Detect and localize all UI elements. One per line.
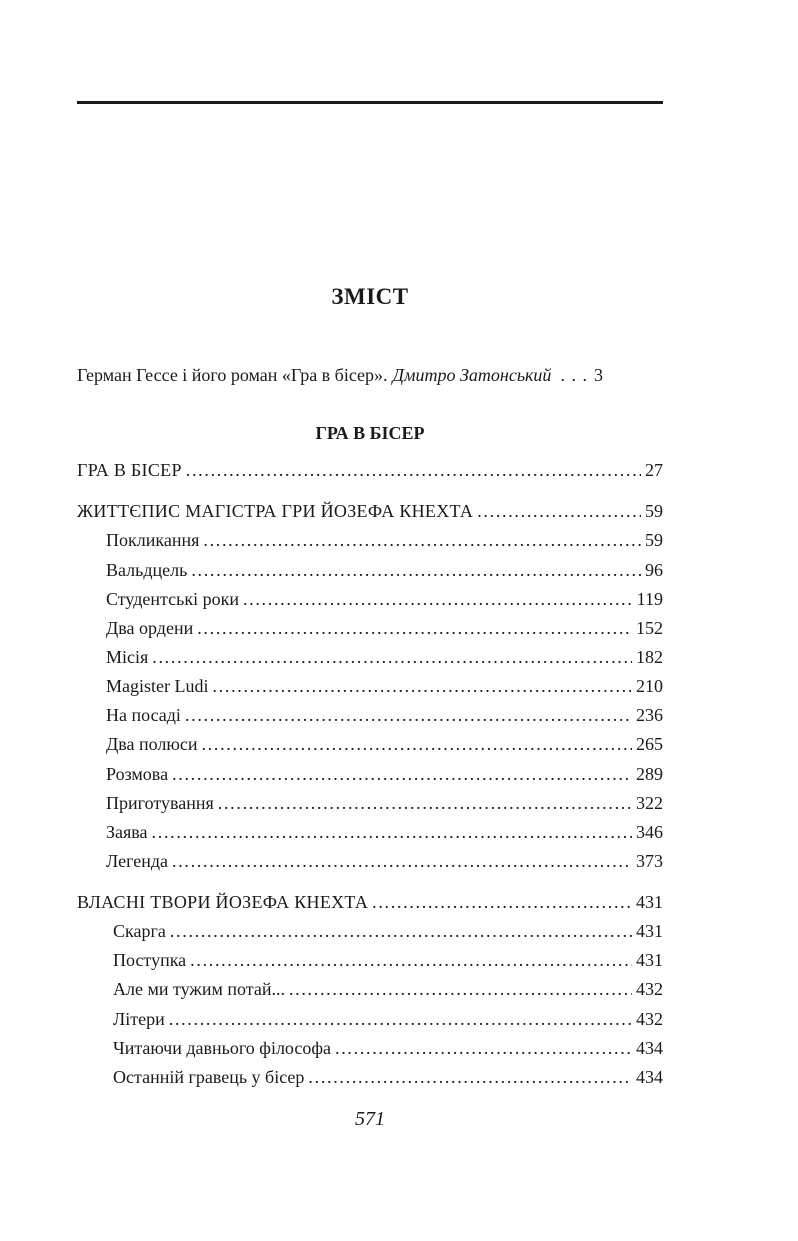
intro-page-number: 3: [593, 365, 603, 385]
toc-entry[interactable]: [77, 734, 663, 760]
toc-entry[interactable]: [77, 589, 663, 615]
toc-dot-leader: [203, 530, 641, 551]
toc-entry[interactable]: [77, 647, 663, 673]
top-rule: [77, 101, 663, 104]
toc-entry-page: 96: [645, 560, 663, 580]
toc-dot-leader: [190, 950, 632, 971]
toc-entry-title: Заява: [106, 822, 148, 842]
toc-entry-page: 210: [636, 676, 663, 696]
toc-entry[interactable]: [77, 822, 663, 848]
toc-entry-title: ЖИТТЄПИС МАГІСТРА ГРИ ЙОЗЕФА КНЕХТА: [77, 501, 474, 521]
toc-dot-leader: [152, 822, 632, 843]
intro-entry[interactable]: [77, 365, 663, 386]
toc-dot-leader: [172, 764, 632, 785]
toc-entry-page: 434: [636, 1067, 663, 1087]
toc-entry[interactable]: [77, 705, 663, 731]
toc-entry-page: 236: [636, 705, 663, 725]
toc-entry-page: 265: [636, 734, 663, 754]
toc-entry[interactable]: [77, 921, 663, 947]
toc-entry[interactable]: [77, 793, 663, 819]
toc-entry-title: Два ордени: [106, 618, 194, 638]
toc-dot-leader: [201, 734, 632, 755]
toc-entry-page: 431: [636, 950, 663, 970]
intro-title: Герман Гессе і його роман «Гра в бісер».: [77, 365, 388, 385]
toc-entry[interactable]: [77, 1009, 663, 1035]
toc-entry-page: 431: [636, 921, 663, 941]
toc-entry-title: Приготування: [106, 793, 214, 813]
toc-entry-title: Читаючи давнього філософа: [113, 1038, 332, 1058]
toc-entry-title: Студентські роки: [106, 589, 239, 609]
toc-dot-leader: [197, 618, 632, 639]
toc-entry-page: 346: [636, 822, 663, 842]
toc-entry-page: 322: [636, 793, 663, 813]
toc-dot-leader: [170, 921, 632, 942]
toc-entry[interactable]: [77, 1067, 663, 1093]
toc-entry-title: Скарга: [113, 921, 166, 941]
toc-entry-page: 373: [636, 851, 663, 871]
toc-dot-leader: [335, 1038, 632, 1059]
toc-entry-page: 27: [645, 460, 663, 480]
toc-entry[interactable]: [77, 950, 663, 976]
toc-entry-page: 152: [636, 618, 663, 638]
toc-entry[interactable]: [77, 560, 663, 586]
toc-entry-page: 289: [636, 764, 663, 784]
part-heading: ГРА В БІСЕР: [315, 423, 425, 443]
toc-dot-leader: [308, 1067, 632, 1088]
toc-dot-leader: [243, 589, 633, 610]
toc-dot-leader: [191, 560, 641, 581]
toc-entry-title: Місія: [106, 647, 149, 667]
toc-entry-title: ВЛАСНІ ТВОРИ ЙОЗЕФА КНЕХТА: [77, 892, 369, 912]
toc-entry-page: 432: [636, 1009, 663, 1029]
toc-entry-title: Легенда: [106, 851, 168, 871]
toc-entry-page: 182: [636, 647, 663, 667]
toc-entry-title: На посаді: [106, 705, 181, 725]
toc-dot-leader: [372, 892, 632, 913]
toc-entry[interactable]: [77, 1038, 663, 1064]
toc-entry-title: Поступка: [113, 950, 187, 970]
toc-entry-page: 431: [636, 892, 663, 912]
toc-entry[interactable]: [77, 764, 663, 790]
toc-entry-title: Але ми тужим потай...: [113, 979, 285, 999]
toc-entry-title: Літери: [113, 1009, 165, 1029]
toc-entry[interactable]: [77, 530, 663, 556]
toc-entry-title: Останній гравець у бісер: [113, 1067, 305, 1087]
toc-entry-title: Розмова: [106, 764, 169, 784]
toc-entry-title: Покликання: [106, 530, 200, 550]
toc-entry-page: 59: [645, 530, 663, 550]
toc-dot-leader: [218, 793, 632, 814]
toc-entry-page: 434: [636, 1038, 663, 1058]
page-title: ЗМІСТ: [331, 284, 409, 309]
toc-dot-leader: [152, 647, 632, 668]
toc-entry-page: 59: [645, 501, 663, 521]
toc-dot-leader: [172, 851, 632, 872]
page-number: 571: [355, 1108, 385, 1130]
toc-dot-leader: [477, 501, 641, 522]
toc-entry-page: 432: [636, 979, 663, 999]
toc-entry[interactable]: [77, 501, 663, 527]
toc-entry[interactable]: [77, 851, 663, 877]
toc-entry[interactable]: [77, 979, 663, 1005]
toc-dot-leader: [289, 979, 632, 1000]
toc-dot-leader: [212, 676, 632, 697]
toc-entry-title: ГРА В БІСЕР: [77, 460, 182, 480]
toc-dot-leader: [185, 705, 632, 726]
toc-entry[interactable]: [77, 618, 663, 644]
toc-entry[interactable]: [77, 676, 663, 702]
intro-author: Дмитро Затонський: [392, 365, 552, 385]
toc-dot-leader: [186, 460, 641, 481]
toc-entry[interactable]: [77, 460, 663, 486]
toc-entry-title: Magister Ludi: [106, 676, 209, 696]
intro-leader: . . .: [560, 365, 588, 385]
toc-entry-title: Вальдцель: [106, 560, 188, 580]
toc-entry[interactable]: [77, 892, 663, 918]
toc-dot-leader: [169, 1009, 632, 1030]
toc-entry-page: 119: [636, 589, 663, 609]
toc-entry-title: Два полюси: [106, 734, 198, 754]
